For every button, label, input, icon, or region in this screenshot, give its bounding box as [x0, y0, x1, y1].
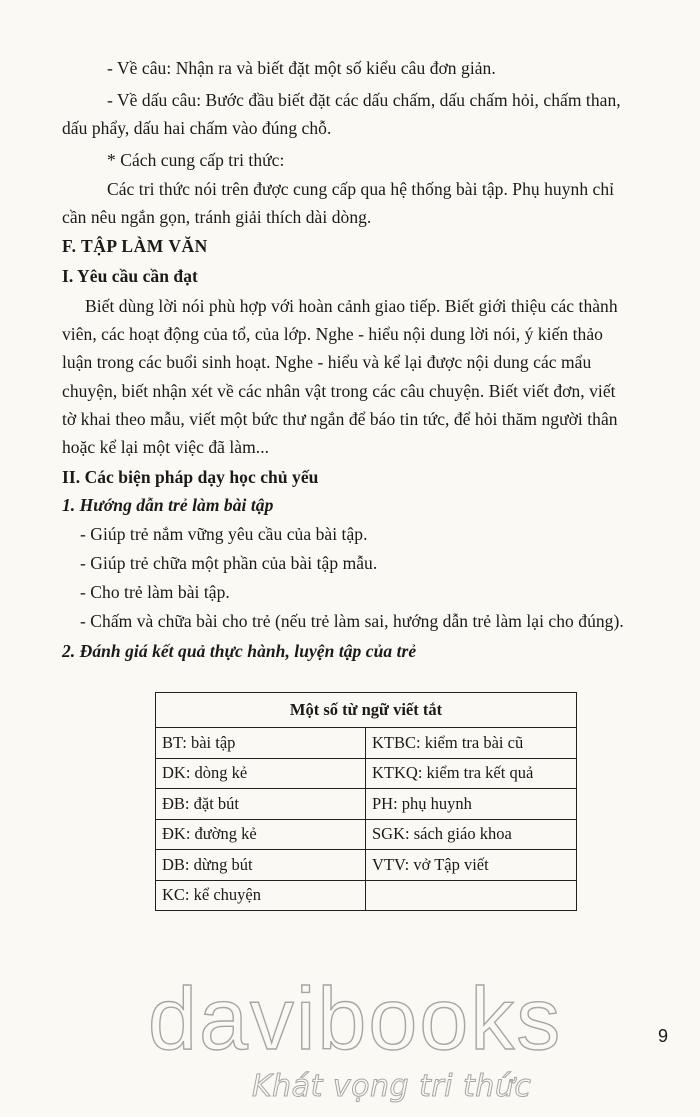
watermark-logo: davibooks	[148, 969, 563, 1068]
section-heading-f: F. TẬP LÀM VĂN	[62, 236, 208, 256]
paragraph-requirements-line-4: chuyện, biết nhận xét về các nhân vật trong các câu chuyện. Biết viết đơn, viết	[62, 381, 616, 401]
paragraph-knowledge-method: * Cách cung cấp tri thức:	[107, 150, 285, 170]
paragraph-knowledge-line-1: Các tri thức nói trên được cung cấp qua hệ thống bài tập. Phụ huynh chỉ	[107, 179, 615, 199]
section-heading-requirements: I. Yêu cầu cần đạt	[62, 266, 198, 286]
abbreviations-table	[155, 692, 577, 911]
table-cell: KC: kể chuyện	[156, 880, 366, 911]
table-cell: PH: phụ huynh	[366, 789, 577, 820]
table-header-row	[156, 693, 577, 728]
table-cell: KTBC: kiểm tra bài cũ	[366, 728, 577, 759]
paragraph-requirements-line-5: tờ khai theo mẫu, viết một bức thư ngắn để báo tin tức, để hỏi thăm người thân	[62, 409, 618, 429]
paragraph-knowledge-line-2: cần nêu ngắn gọn, tránh giải thích dài dòng.	[62, 207, 372, 227]
paragraph-punctuation-line-2: dấu phẩy, dấu hai chấm vào đúng chỗ.	[62, 118, 332, 138]
subheading-guide-exercises: 1. Hướng dẫn trẻ làm bài tập	[62, 495, 274, 515]
bullet-grade-and-correct: - Chấm và chữa bài cho trẻ (nếu trẻ làm sai, hướng dẫn trẻ làm lại cho đúng).	[80, 611, 624, 631]
section-heading-methods: II. Các biện pháp dạy học chủ yếu	[62, 467, 319, 487]
bullet-sample-exercise: - Giúp trẻ chữa một phần của bài tập mẫu.	[80, 553, 378, 573]
table-row	[156, 728, 577, 759]
paragraph-sentence-skills: - Về câu: Nhận ra và biết đặt một số kiểu câu đơn giản.	[107, 58, 496, 78]
table-cell: VTV: vở Tập viết	[366, 850, 577, 881]
table-cell: ĐK: đường kẻ	[156, 819, 366, 850]
paragraph-requirements-line-6: hoặc kể lại một việc đã làm...	[62, 437, 270, 457]
table-row	[156, 850, 577, 881]
table-cell: SGK: sách giáo khoa	[366, 819, 577, 850]
paragraph-requirements-line-3: luận trong các buổi sinh hoạt. Nghe - hiểu và kể lại được nội dung các mẩu	[62, 352, 592, 372]
paragraph-requirements-line-2: viên, các hoạt động của tổ, của lớp. Nghe - hiểu nội dung lời nói, ý kiến thảo	[62, 324, 603, 344]
table-row	[156, 758, 577, 789]
table-cell: ĐB: đặt bút	[156, 789, 366, 820]
watermark-slogan: Khát vọng tri thức	[252, 1069, 532, 1104]
bullet-do-exercise: - Cho trẻ làm bài tập.	[80, 582, 230, 602]
table-cell: DK: dòng kẻ	[156, 758, 366, 789]
table-cell: KTKQ: kiểm tra kết quả	[366, 758, 577, 789]
bullet-understand-requirements: - Giúp trẻ nắm vững yêu cầu của bài tập.	[80, 524, 368, 544]
table-cell: DB: dừng bút	[156, 850, 366, 881]
page-number: 9	[658, 1026, 669, 1046]
table-title: Một số từ ngữ viết tắt	[156, 693, 577, 728]
table-cell: BT: bài tập	[156, 728, 366, 759]
table-row	[156, 789, 577, 820]
paragraph-requirements-line-1: Biết dùng lời nói phù hợp với hoàn cảnh giao tiếp. Biết giới thiệu các thành	[85, 296, 618, 316]
table-row	[156, 880, 577, 911]
paragraph-punctuation-line-1: - Về dấu câu: Bước đầu biết đặt các dấu chấm, dấu chấm hỏi, chấm than,	[107, 90, 621, 110]
subheading-evaluate-results: 2. Đánh giá kết quả thực hành, luyện tập của trẻ	[62, 641, 417, 661]
table-cell-empty	[366, 880, 577, 911]
table-row	[156, 819, 577, 850]
